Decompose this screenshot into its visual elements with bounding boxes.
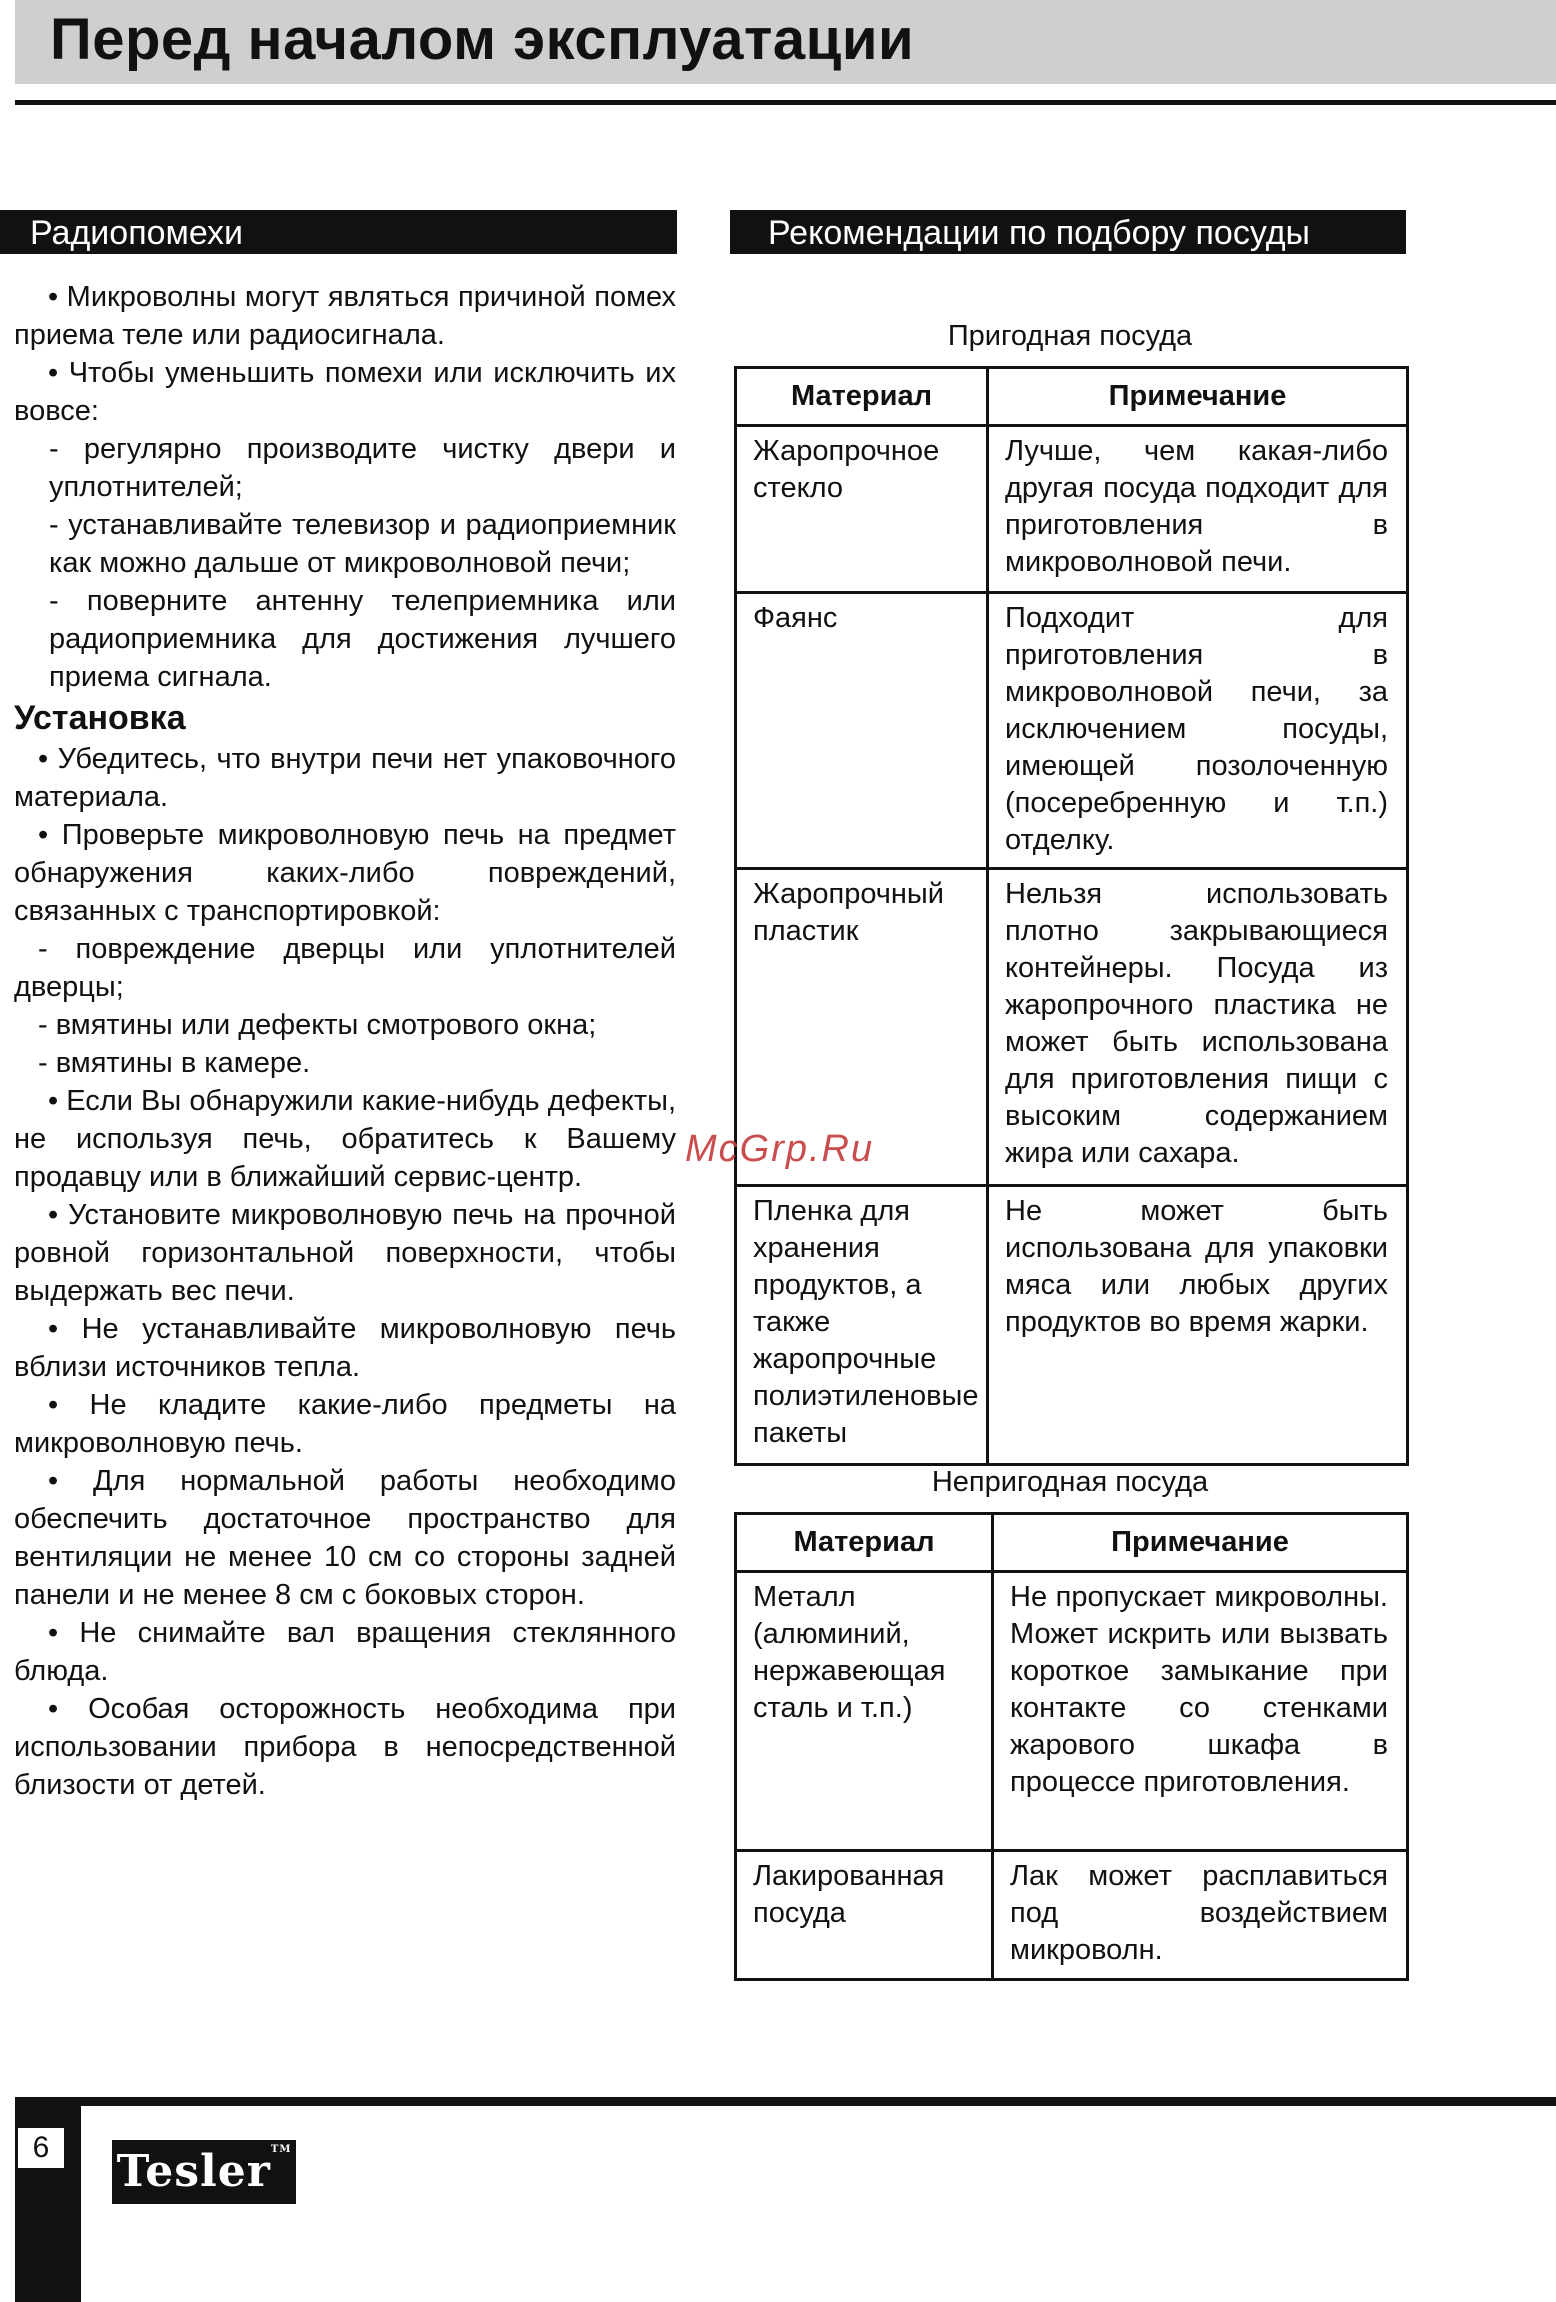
install-paragraph: • Если Вы обнаружили какие-нибудь дефекты, не используя печь, обратитесь к Вашему продавцу или в ближайший сервис-центр. bbox=[14, 1085, 676, 1193]
radio-paragraph: • Чтобы уменьшить помехи или исключить их вовсе: bbox=[14, 357, 676, 427]
title-divider bbox=[15, 100, 1556, 105]
material-cell: Металл (алюминий, нержавеющая сталь и т.п.) bbox=[736, 1572, 993, 1851]
column-header-material: Материал bbox=[736, 1514, 993, 1572]
column-header-note: Примечание bbox=[993, 1514, 1408, 1572]
install-paragraph: • Не кладите какие-либо предметы на микроволновую печь. bbox=[14, 1389, 676, 1459]
table-header-row bbox=[736, 1514, 1408, 1572]
radio-list-item: - поверните антенну телеприемника или радиоприемника для достижения лучшего приема сигнала. bbox=[49, 585, 676, 693]
table-row bbox=[736, 1186, 1408, 1465]
material-cell: Жаропрочный пластик bbox=[736, 869, 988, 1186]
install-paragraph: • Убедитесь, что внутри печи нет упаковочного материала. bbox=[14, 743, 676, 813]
note-cell: Не может быть использована для упаковки мяса или любых других продуктов во время жарки. bbox=[988, 1186, 1408, 1465]
install-paragraph: • Не снимайте вал вращения стеклянного блюда. bbox=[14, 1617, 676, 1687]
table-row bbox=[736, 426, 1408, 593]
footer-rule bbox=[15, 2097, 1556, 2106]
column-header-note: Примечание bbox=[988, 368, 1408, 426]
note-cell: Лучше, чем какая-либо другая посуда подходит для приготовления в микроволновой печи. bbox=[988, 426, 1408, 593]
install-paragraph: • Для нормальной работы необходимо обеспечить достаточное пространство для вентиляции не менее 10 см со стороны задней панели и не менее 8 см с боковых сторон. bbox=[14, 1465, 676, 1611]
table-row bbox=[736, 1851, 1408, 1980]
install-paragraph: • Проверьте микроволновую печь на предмет обнаружения каких-либо повреждений, связанных с транспортировкой: bbox=[14, 819, 676, 927]
suitable-caption: Пригодная посуда bbox=[947, 320, 1193, 352]
install-paragraph: • Установите микроволновую печь на прочной ровной горизонтальной поверхности, чтобы выдержать вес печи. bbox=[14, 1199, 676, 1307]
unsuitable-caption: Непригодная посуда bbox=[931, 1466, 1209, 1498]
suitable-table bbox=[734, 366, 1409, 1466]
brand-logo: Tesler™ bbox=[112, 2140, 296, 2204]
install-list-item: - повреждение дверцы или уплотнителей дверцы; bbox=[14, 933, 676, 1003]
material-cell: Жаропрочное стекло bbox=[736, 426, 988, 593]
page-number: 6 bbox=[18, 2128, 64, 2168]
column-header-material: Материал bbox=[736, 368, 988, 426]
radio-list-item: - устанавливайте телевизор и радиоприемник как можно дальше от микроволновой печи; bbox=[49, 509, 676, 579]
install-paragraph: • Не устанавливайте микроволновую печь вблизи источников тепла. bbox=[14, 1313, 676, 1383]
material-cell: Лакированная посуда bbox=[736, 1851, 993, 1980]
radio-list-item: - регулярно производите чистку двери и уплотнителей; bbox=[49, 433, 676, 503]
note-cell: Нельзя использовать плотно закрывающиеся контейнеры. Посуда из жаропрочного пластика не может быть использована для приготовления пищи с высоким содержанием жира или сахара. bbox=[988, 869, 1408, 1186]
note-cell: Подходит для приготовления в микроволновой печи, за исключением посуды, имеющей позолоченную (посеребренную и т.п.) отделку. bbox=[988, 593, 1408, 869]
brand-logo-text: Tesler bbox=[116, 2146, 271, 2197]
radio-section bbox=[14, 278, 676, 1804]
material-cell: Пленка для хранения продуктов, а также жаропрочные полиэтиленовые пакеты bbox=[736, 1186, 988, 1465]
table-row bbox=[736, 1572, 1408, 1851]
material-cell: Фаянс bbox=[736, 593, 988, 869]
install-list-item: - вмятины или дефекты смотрового окна; bbox=[38, 1009, 597, 1041]
table-row bbox=[736, 593, 1408, 869]
radio-paragraph: • Микроволны могут являться причиной помех приема теле или радиосигнала. bbox=[14, 281, 676, 351]
install-heading: Установка bbox=[14, 699, 186, 737]
install-list-item: - вмятины в камере. bbox=[38, 1047, 311, 1079]
install-paragraph: • Особая осторожность необходима при использовании прибора в непосредственной близости от детей. bbox=[14, 1693, 676, 1801]
table-header-row bbox=[736, 368, 1408, 426]
cookware-heading: Рекомендации по подбору посуды bbox=[730, 210, 1406, 254]
note-cell: Лак может расплавиться под воздействием микроволн. bbox=[993, 1851, 1408, 1980]
note-cell: Не пропускает микроволны. Может искрить или вызвать короткое замыкание при контакте со стенками жарового шкафа в процессе приготовления. bbox=[993, 1572, 1408, 1851]
unsuitable-table bbox=[734, 1512, 1409, 1981]
page-title: Перед началом эксплуатации bbox=[50, 7, 915, 72]
watermark: McGrp.Ru bbox=[685, 1128, 875, 1170]
radio-interference-heading: Радиопомехи bbox=[0, 210, 677, 254]
